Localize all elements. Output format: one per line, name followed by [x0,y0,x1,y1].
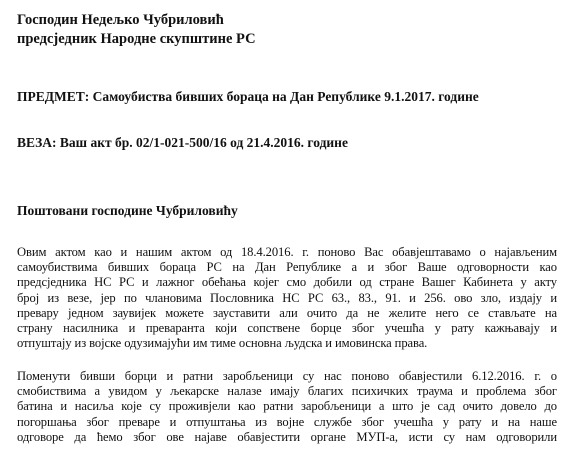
recipient-title: предсједник Народне скупштине РС [17,31,256,47]
reference-line: ВЕЗА: Ваш акт бр. 02/1-021-500/16 од 21.4.2016. године [17,135,348,150]
paragraph-line: батина и насиља које су проживјели као ратни заробљеници а што је сад очито довело до [17,399,557,414]
paragraph-line: број из везе, јер по члановима Пословника НС РС 63., 83., 91. и 256. ово зло, издају и [17,290,557,305]
paragraph-line: отпуштају из војске одузимајући им тиме основна људска и имовинска права. [17,336,428,351]
paragraph-line: страну насилника и преваранта који сопствене борце због учешћа у рату кажњавају и [17,321,557,336]
paragraph-1 [17,245,557,351]
salutation: Поштовани господине Чубриловићу [17,203,238,218]
paragraph-line: превару једном заувијек можете зауставити али очито да не желите него се стављате на [17,305,557,320]
paragraph-line: самоубиствима бивших бораца РС на Дан Републике а и због Ваше одговорности као [17,260,557,275]
paragraph-line: одговоре да ћемо због ове најаве обавјестити органе МУП-а, исти су нам одговорили [17,429,557,444]
paragraph-line: погоршања због преваре и отпуштања из војне службе због учешћа у рату и на наше [17,414,557,429]
paragraph-line: Овим актом као и нашим актом од 18.4.2016. г. поново Вас обавјештавамо о најављеним [17,245,557,259]
recipient-name: Господин Недељко Чубриловић [17,12,224,28]
paragraph-line: Поменути бивши борци и ратни заробљеници су нас поново обавјестили 6.12.2016. г. о [17,369,557,383]
paragraph-line: предсједника НС РС и лажног обећања којег смо добили од стране Вашег Кабинета у акту [17,275,557,290]
paragraph-line: смобиствима а увидом у љекарске налазе имају благих психичких траума и проблема због [17,384,557,399]
recipient-block [17,11,256,49]
subject-line: ПРЕДМЕТ: Самоубиства бивших бораца на Дан Републике 9.1.2017. године [17,89,479,104]
paragraph-2 [17,369,557,445]
